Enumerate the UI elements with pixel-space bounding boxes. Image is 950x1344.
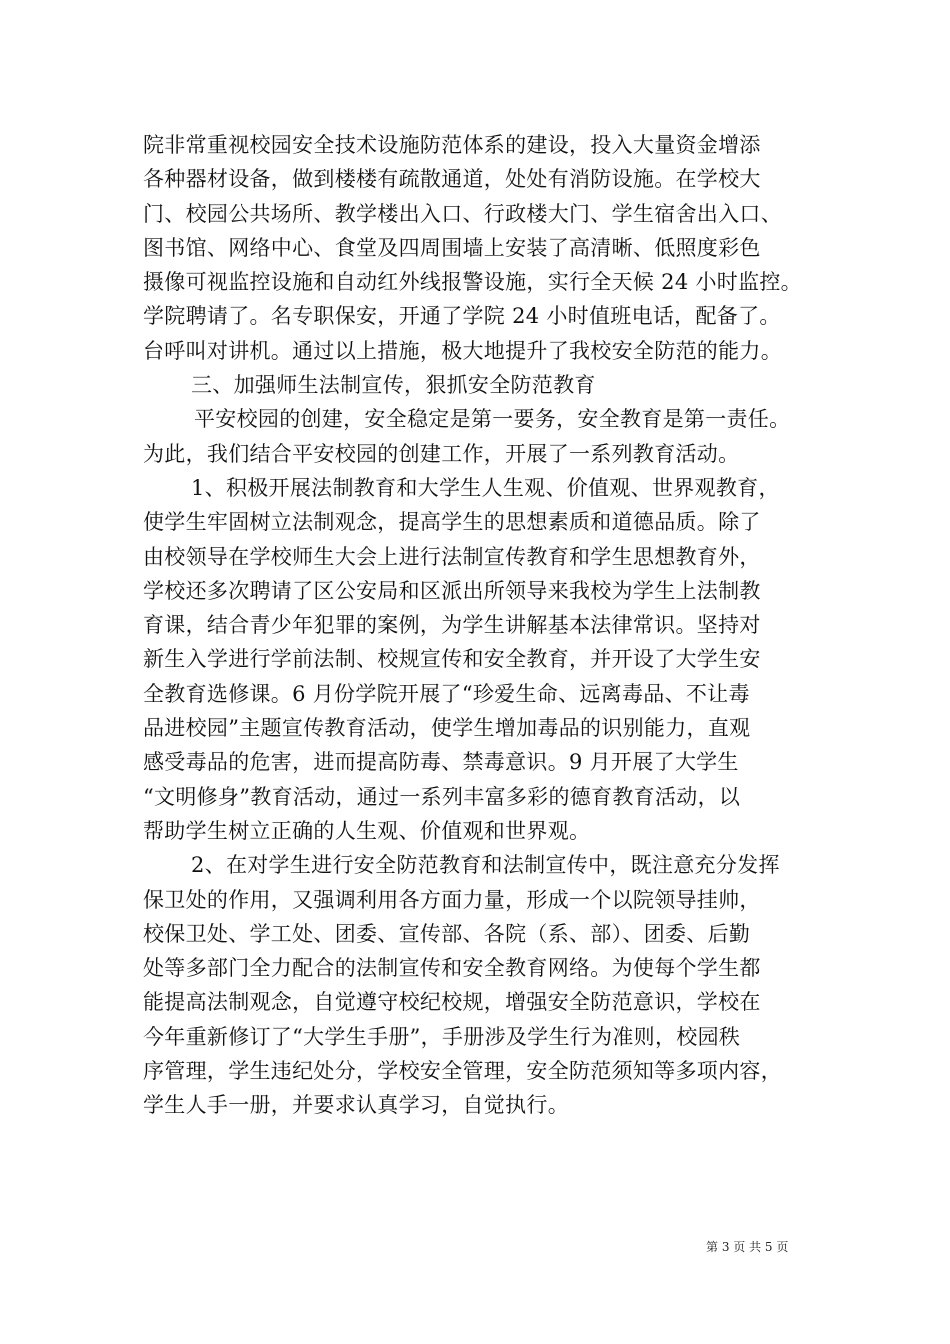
paragraph-line: 育课，结合青少年犯罪的案例，为学生讲解基本法律常识。坚持对 (143, 613, 761, 638)
paragraph-line: 摄像可视监控设施和自动红外线报警设施，实行全天候 24 小时监控。 (143, 270, 802, 295)
paragraph-line: 帮助学生树立正确的人生观、价值观和世界观。 (143, 818, 591, 843)
paragraph-line: 门、校园公共场所、教学楼出入口、行政楼大门、学生宿舍出入口、 (143, 201, 782, 226)
paragraph-line: 由校领导在学校师生大会上进行法制宣传教育和学生思想教育外， (143, 544, 761, 569)
section-heading: 三、加强师生法制宣传，狠抓安全防范教育 (191, 373, 596, 398)
paragraph-line: 品进校园”主题宣传教育活动，使学生增加毒品的识别能力，直观 (143, 716, 751, 741)
paragraph-line: 能提高法制观念，自觉遵守校纪校规，增强安全防范意识，学校在 (143, 990, 761, 1015)
page-number: 第 3 页 共 5 页 (706, 1240, 789, 1254)
paragraph-line: 图书馆、网络中心、食堂及四周围墙上安装了高清晰、低照度彩色 (143, 235, 761, 260)
paragraph-line: 院非常重视校园安全技术设施防范体系的建设，投入大量资金增添 (143, 133, 761, 157)
paragraph-line: 序管理，学生违纪处分，学校安全管理，安全防范须知等多项内容， (143, 1059, 782, 1084)
paragraph-line: 新生入学进行学前法制、校规宣传和安全教育，并开设了大学生安 (143, 647, 761, 672)
paragraph-line: 今年重新修订了“大学生手册”，手册涉及学生行为准则，校园秩 (143, 1024, 741, 1049)
paragraph-line: 平安校园的创建，安全稳定是第一要务，安全教育是第一责任。 (194, 407, 791, 432)
paragraph-line: 学生人手一册，并要求认真学习，自觉执行。 (143, 1093, 569, 1118)
paragraph-line: 全教育选修课。6 月份学院开展了“珍爱生命、远离毒品、不让毒 (143, 681, 750, 706)
paragraph-line: 学院聘请了。名专职保安，开通了学院 24 小时值班电话，配备了。 (143, 304, 781, 329)
paragraph-line: 各种器材设备，做到楼楼有疏散通道，处处有消防设施。在学校大 (143, 167, 761, 192)
paragraph-line: 使学生牢固树立法制观念，提高学生的思想素质和道德品质。除了 (143, 510, 761, 535)
paragraph-line: 保卫处的作用，又强调利用各方面力量，形成一个以院领导挂帅， (143, 887, 761, 912)
paragraph-line: 为此，我们结合平安校园的创建工作，开展了一系列教育活动。 (143, 441, 740, 466)
paragraph-line: 处等多部门全力配合的法制宣传和安全教育网络。为使每个学生都 (143, 956, 761, 981)
document-body (143, 128, 833, 1123)
paragraph-line: 学校还多次聘请了区公安局和区派出所领导来我校为学生上法制教 (143, 578, 761, 603)
paragraph-line: 1、积极开展法制教育和大学生人生观、价值观、世界观教育， (191, 475, 780, 500)
paragraph-line: 2、在对学生进行安全防范教育和法制宣传中，既注意充分发挥 (191, 853, 780, 878)
paragraph-line: “文明修身”教育活动，通过一系列丰富多彩的德育教育活动，以 (143, 784, 741, 809)
paragraph-line: 台呼叫对讲机。通过以上措施，极大地提升了我校安全防范的能力。 (143, 338, 782, 363)
paragraph-line: 校保卫处、学工处、团委、宣传部、各院（系、部）、团委、后勤 (143, 921, 751, 946)
paragraph-line: 感受毒品的危害，进而提高防毒、禁毒意识。9 月开展了大学生 (143, 750, 739, 775)
